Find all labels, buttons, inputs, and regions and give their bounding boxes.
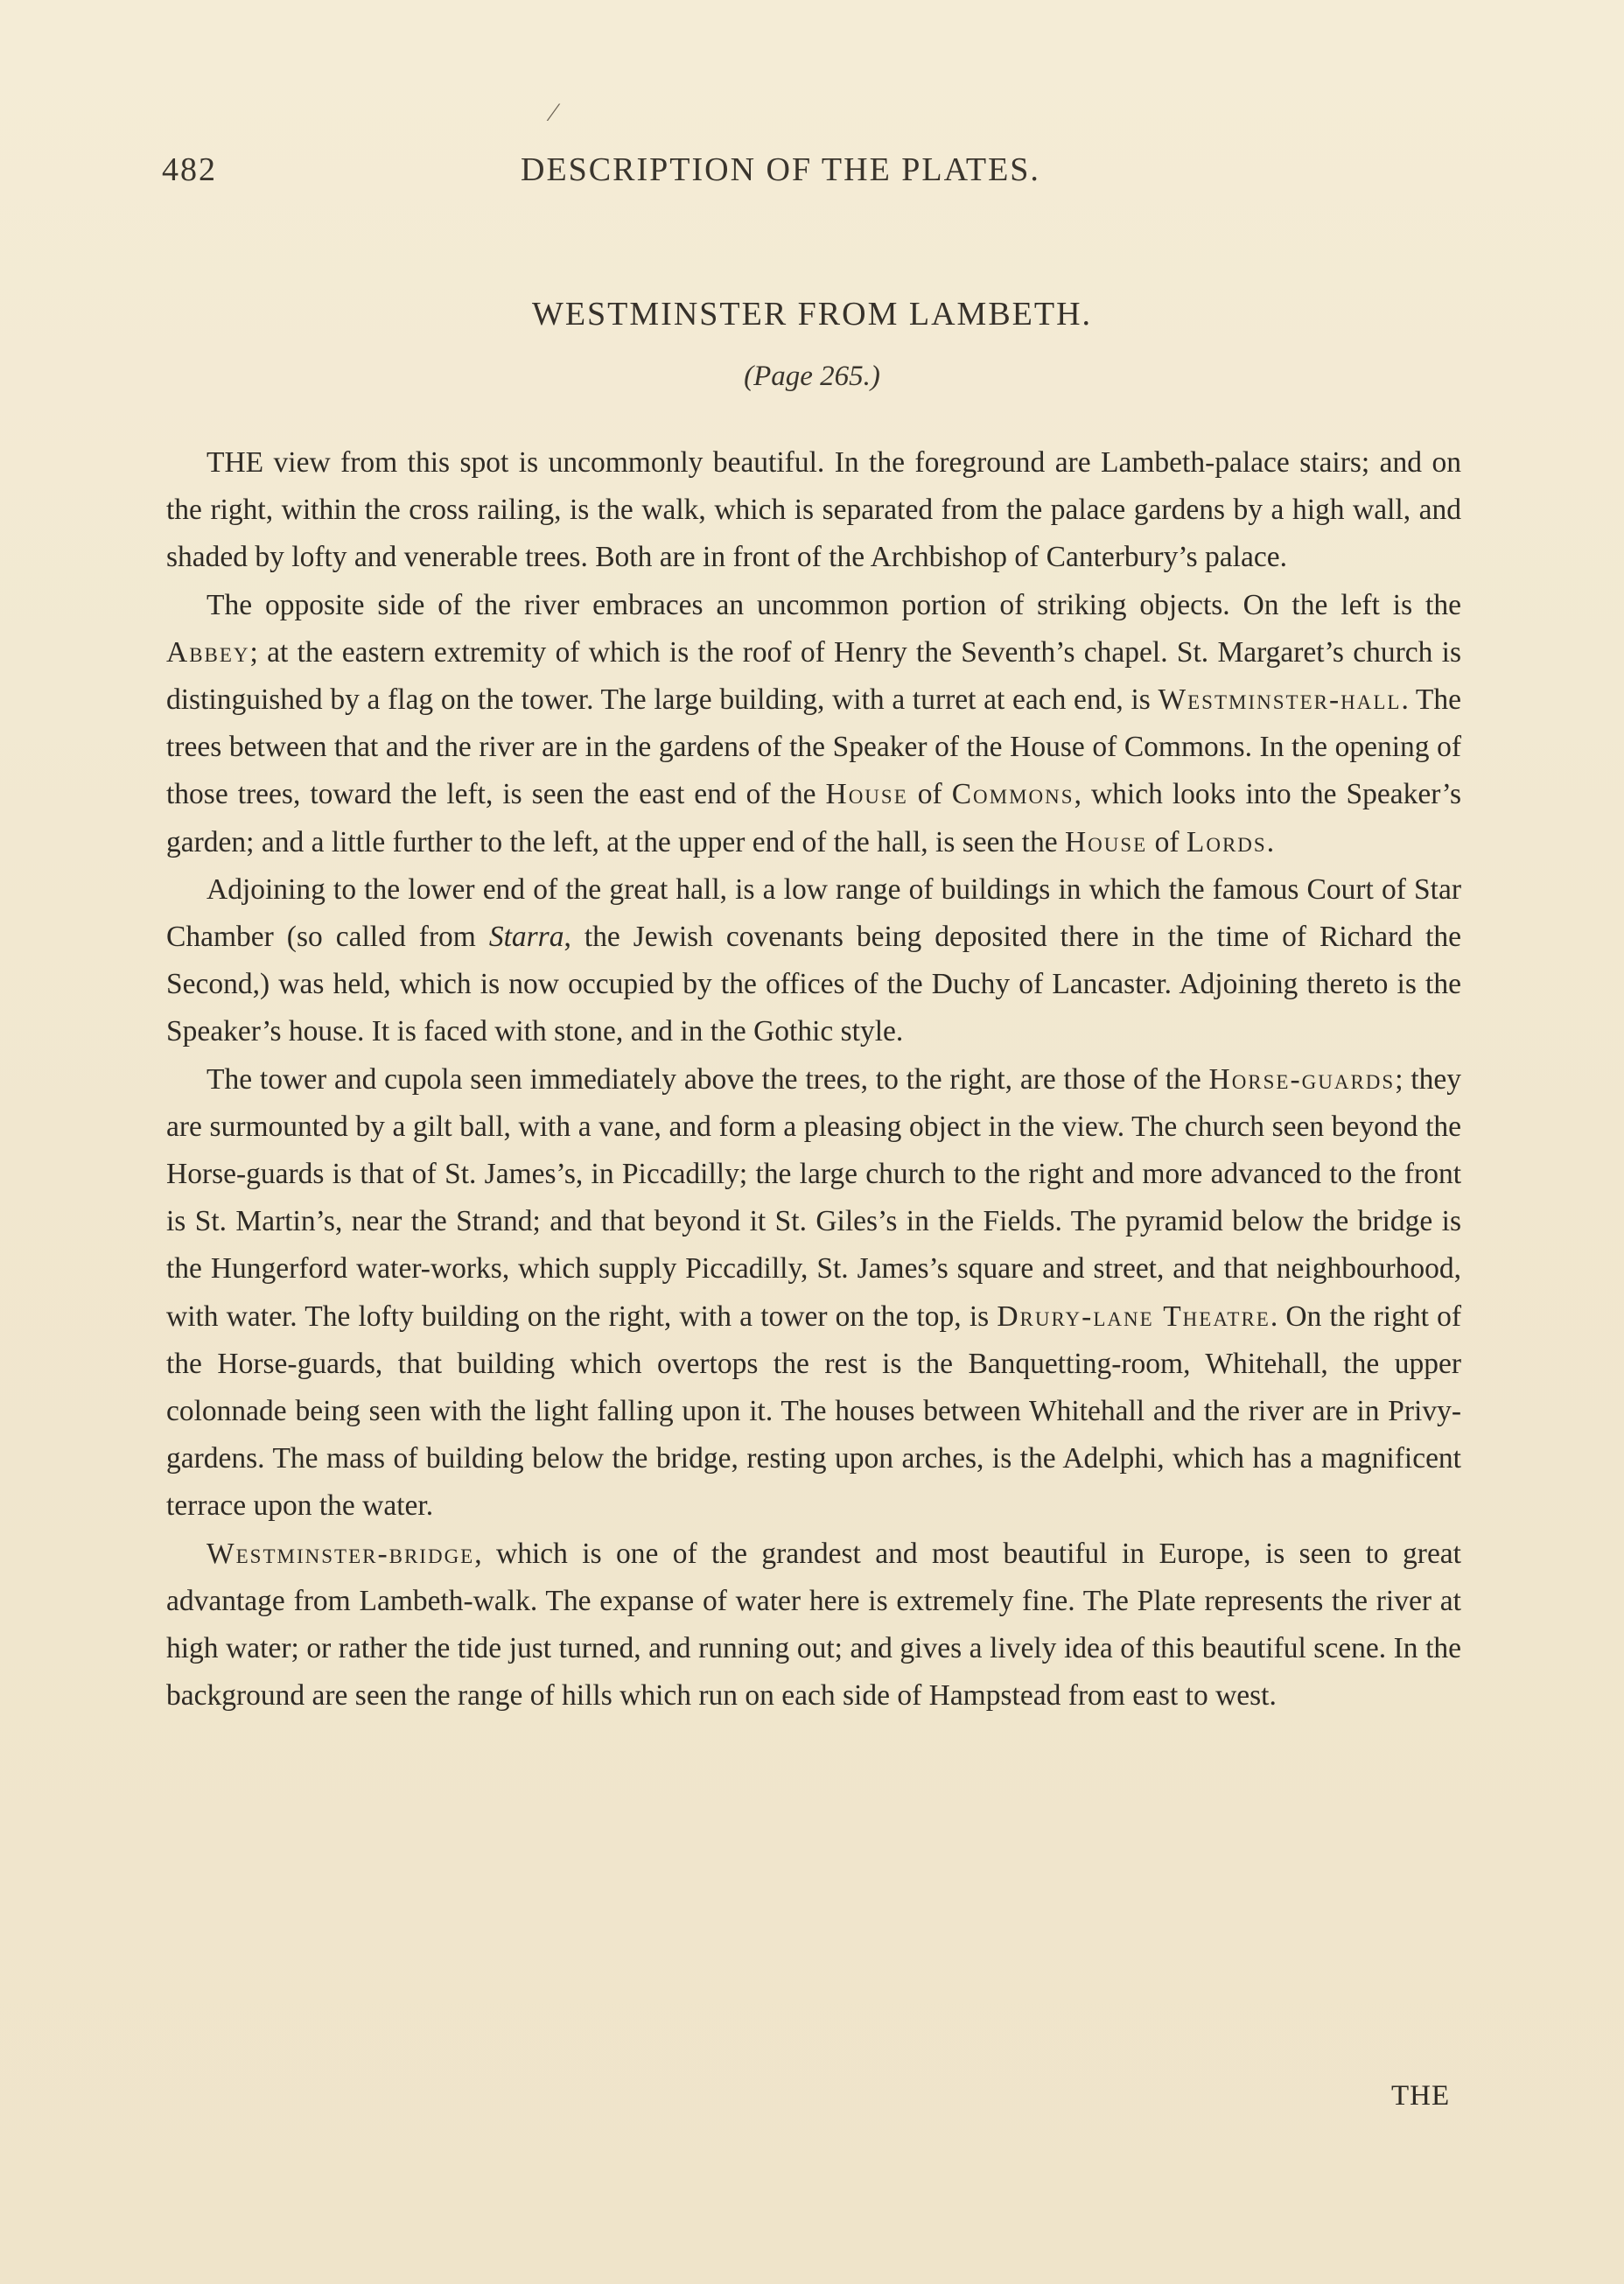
- paragraph: [166, 866, 1461, 1056]
- page-reference: (Page 265.): [744, 361, 880, 392]
- text-run: , which looks into the Speaker’s garden; and a little further to the left, at the upper end of the hall, is seen the: [166, 778, 1461, 858]
- paragraph: [166, 1531, 1461, 1720]
- small-caps-term: Lords: [1186, 825, 1267, 858]
- text-run: THE view from this spot is uncommonly beautiful. In the foreground are Lambeth-palace stairs; and on the right, within the cross railing, is the walk, which is separated from the palace gardens by a high wall, and shaded by lofty and venerable trees. Both are in front of the Archbishop of Canterbury’s palace.: [166, 446, 1461, 574]
- small-caps-term: Westminster-hall: [1158, 683, 1402, 717]
- catchword: THE: [1391, 2080, 1451, 2112]
- small-caps-term: Horse-guards: [1208, 1062, 1396, 1096]
- text-run: of: [1147, 825, 1186, 858]
- text-run: The opposite side of the river embraces an uncommon portion of striking objects. On the left is the: [206, 588, 1461, 621]
- paragraph: [166, 582, 1461, 866]
- page-number: 482: [162, 151, 217, 188]
- text-run: , the Jewish covenants being deposited there in the time of Richard the Second,) was held, which is now occupied by the offices of the Duchy of Lancaster. Adjoining thereto is the Speaker’s house. It is faced with stone, and in the Gothic style.: [166, 921, 1461, 1048]
- small-caps-term: House: [825, 778, 908, 811]
- text-run: . On the right of the Horse-guards, that building which overtops the rest is the Banquetting-room, Whitehall, the upper colonnade being seen with the light falling upon it. The houses between Whitehall and the river are in Privy-gardens. The mass of building below the bridge, resting upon arches, is the Adelphi, which has a magnificent terrace upon the water.: [166, 1300, 1461, 1523]
- small-caps-term: House: [1064, 825, 1148, 858]
- italic-term: Starra: [488, 921, 564, 954]
- section-title: WESTMINSTER FROM LAMBETH.: [531, 296, 1093, 333]
- page-header: [162, 151, 1466, 194]
- small-caps-term: Westminster-bridge: [206, 1537, 475, 1570]
- text-run: .: [1266, 825, 1275, 858]
- paragraph: [166, 439, 1461, 582]
- text-run: of: [907, 778, 952, 811]
- text-run: Adjoining to the lower end of the great hall, is a low range of buildings in which the famous Court of Star Chamber (so called from: [166, 872, 1461, 954]
- paragraph: [166, 1056, 1461, 1531]
- stray-pen-mark: ⁄: [551, 98, 556, 127]
- text-run: ; at the eastern extremity of which is the roof of Henry the Seventh’s chapel. St. Margaret’s church is distinguished by a flag on the tower. The large building, with a turret at each end, is: [166, 635, 1461, 717]
- body-text: [166, 439, 1461, 1720]
- small-caps-term: Drury-lane Theatre: [997, 1300, 1270, 1333]
- running-head: DESCRIPTION OF THE PLATES.: [521, 151, 1040, 188]
- text-run: , which is one of the grandest and most beautiful in Europe, is seen to great advantage from Lambeth-walk. The expanse of water here is extremely fine. The Plate represents the river at high water; or rather the tide just turned, and running out; and gives a lively idea of this beautiful scene. In the background are seen the range of hills which run on each side of Hampstead from east to west.: [166, 1537, 1461, 1713]
- small-caps-term: Abbey: [166, 635, 250, 669]
- text-run: ; they are surmounted by a gilt ball, with a vane, and form a pleasing object in the view. The church seen beyond the Horse-guards is that of St. James’s, in Piccadilly; the large church to the right and more advanced to the front is St. Martin’s, near the Strand; and that beyond it St. Giles’s in the Fields. The pyramid below the bridge is the Hungerford water-works, which supply Piccadilly, St. James’s square and street, and that neighbourhood, with water. The lofty building on the right, with a tower on the top, is: [166, 1062, 1462, 1333]
- text-run: . The trees between that and the river are in the gardens of the Speaker of the House of Commons. In the opening of those trees, toward the left, is seen the east end of the: [166, 683, 1461, 811]
- small-caps-term: Commons: [951, 778, 1074, 811]
- text-run: The tower and cupola seen immediately above the trees, to the right, are those of the: [206, 1062, 1209, 1096]
